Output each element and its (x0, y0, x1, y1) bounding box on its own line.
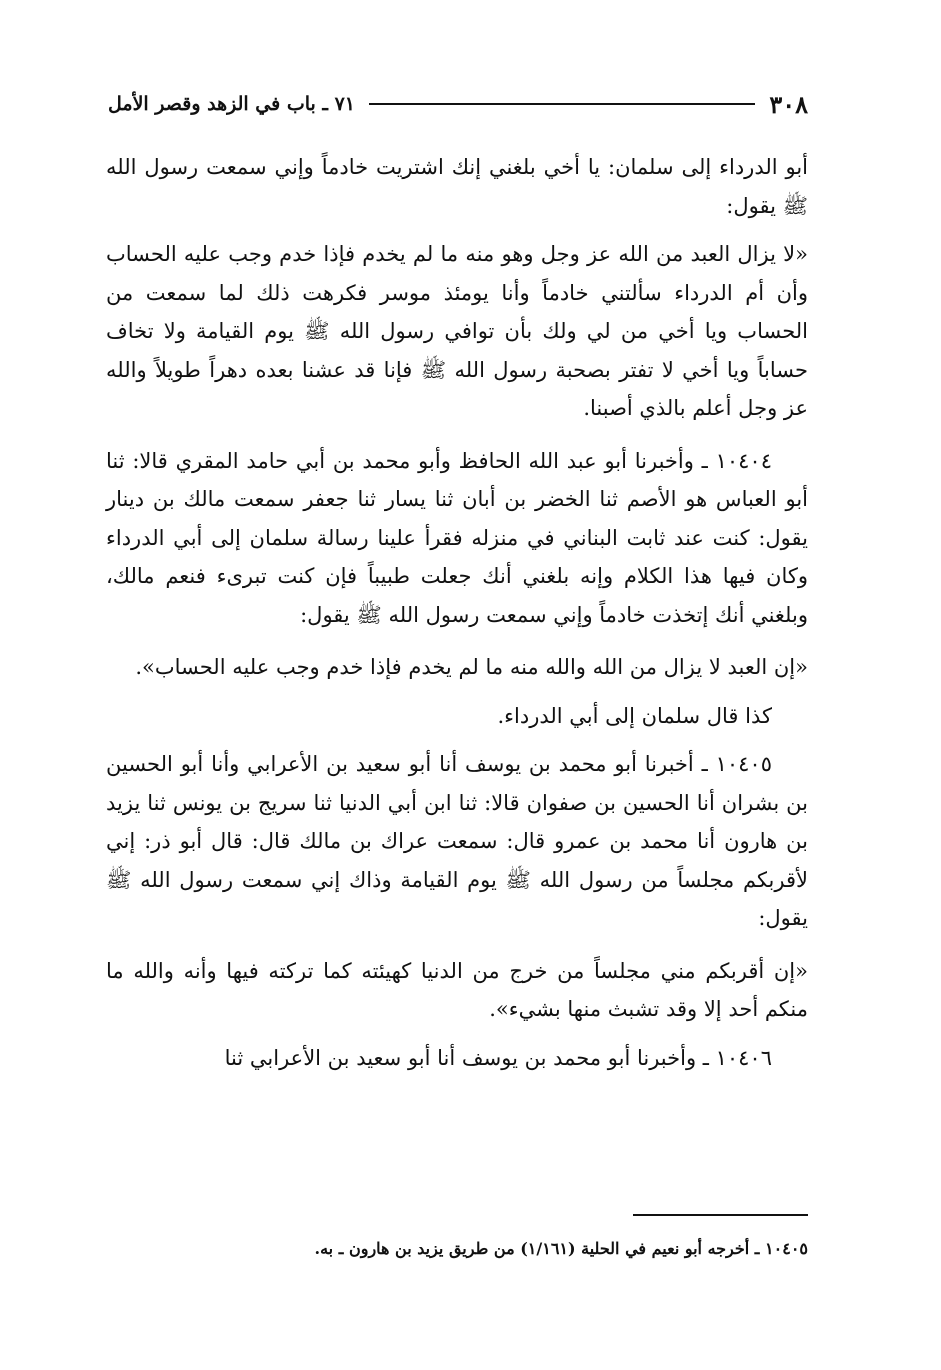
footnote-rule (633, 1214, 808, 1216)
page-header (108, 90, 808, 118)
paragraph-narration-10405: ١٠٤٠٥ ـ أخبرنا أبو محمد بن يوسف أنا أبو سعيد بن الأعرابي وأنا أبو الحسين بن بشران أنا الحسين بن صفوان قالا: ثنا ابن أبي الدنيا ثنا سريج بن يونس ثنا يزيد بن هارون أنا محمد بن عمرو قال: سمعت عراك بن مالك قال: قال أبو ذر: إني لأقربكم مجلساً من رسول الله ﷺ يوم القيامة وذاك إني سمعت رسول الله ﷺ يقول: (106, 752, 808, 930)
paragraph-hadith-quote-2: «إن العبد لا يزال من الله والله منه ما لم يخدم فإذا خدم وجب عليه الحساب». (135, 655, 808, 679)
paragraph-narration-10406: ١٠٤٠٦ ـ وأخبرنا أبو محمد بن يوسف أنا أبو سعيد بن الأعرابي ثنا (224, 1045, 772, 1070)
paragraph-note: كذا قال سلمان إلى أبي الدرداء. (497, 703, 772, 728)
paragraph-hadith-quote-1: «لا يزال العبد من الله عز وجل وهو منه ما لم يخدم فإذا خدم وجب عليه الحساب وأن أم الدرداء سألتني خادماً وأنا يومئذ موسر فكرهت ذلك لما سمعت من الحساب ويا أخي من لي ولك بأن توافي رسول الله ﷺ يوم القيامة ولا تخاف حساباً ويا أخي لا تفتر بصحبة رسول الله ﷺ فإنا قد عشنا بعده دهراً طويلاً والله عز وجل أعلم بالذي أصبنا. (106, 242, 808, 420)
header-rule (369, 103, 755, 105)
paragraph-letter-opening: أبو الدرداء إلى سلمان: يا أخي بلغني إنك اشتريت خادماً وإني سمعت رسول الله ﷺ يقول: (106, 155, 808, 218)
chapter-title: ٧١ ـ باب في الزهد وقصر الأمل (108, 93, 356, 115)
paragraph-narration-10404: ١٠٤٠٤ ـ وأخبرنا أبو عبد الله الحافظ وأبو محمد بن أبي حامد المقري قالا: ثنا أبو العباس هو الأصم ثنا الخضر بن أبان ثنا يسار ثنا جعفر سمعت مالك بن دينار يقول: كنت عند ثابت البناني في منزله فقرأ علينا رسالة سلمان إلى أبي الدرداء وكان فيها هذا الكلام وإنه بلغني أنك جعلت طبيباً فإن كنت تبرىء فنعم مالك، وبلغني أنك إتخذت خادماً وإني سمعت رسول الله ﷺ يقول: (106, 448, 808, 627)
footnote: ١٠٤٠٥ ـ أخرجه أبو نعيم في الحلية (١/١٦١) من طريق يزيد بن هارون ـ به. (314, 1239, 808, 1258)
body-text (106, 148, 808, 1091)
paragraph-hadith-quote-3: «إن أقربكم مني مجلساً من خرج من الدنيا كهيئته كما تركته فيها وأنه والله ما منكم أحد إلا وقد تشبث منها بشيء». (106, 958, 808, 1021)
page-number: ٣٠٨ (769, 89, 808, 119)
